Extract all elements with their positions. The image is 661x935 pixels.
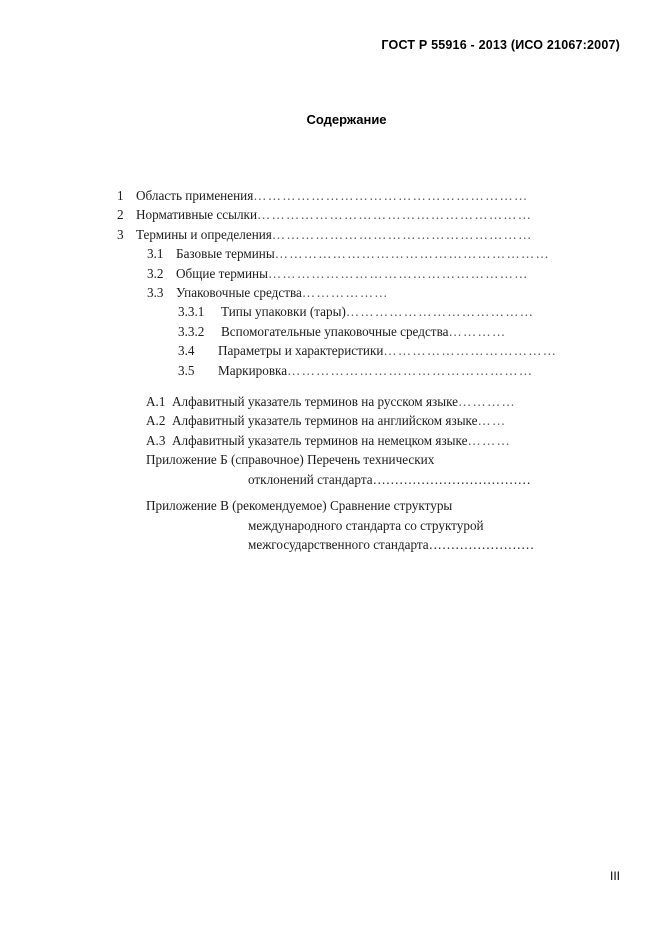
toc-entry-label: Алфавитный указатель терминов на немецком языке (172, 432, 468, 448)
toc-entry-label: Область применения (136, 188, 254, 203)
toc-entry (0, 302, 661, 321)
toc-annex-v-line (0, 496, 661, 515)
table-of-contents (0, 186, 661, 554)
toc-annex-v-continuation (0, 516, 661, 535)
page-number: III (609, 869, 620, 883)
toc-entry-number: 3.4 (178, 343, 195, 359)
toc-dot-leader: ……………………………………………… (267, 265, 529, 281)
toc-entry (0, 283, 661, 302)
toc-entry-label: Термины и определения (136, 226, 272, 242)
toc-entry-label: Базовые термины (176, 246, 275, 262)
toc-entry-number: 3.2 (147, 265, 164, 281)
toc-dot-leader: ……………… (301, 285, 389, 301)
toc-annex-gap (0, 489, 661, 496)
toc-annex-b-title: Приложение Б (справочное) Перечень технических (146, 452, 435, 468)
toc-annex-v-title: Приложение В (рекомендуемое) Сравнение структуры (146, 498, 453, 514)
toc-entry-label: Маркировка (218, 362, 288, 378)
toc-entry (0, 411, 661, 430)
toc-entry-number: А.3 (146, 432, 166, 448)
toc-annex-b-continuation (0, 470, 661, 489)
toc-annex-b-line (0, 450, 661, 469)
toc-dot-leader: …………………………………………… (287, 362, 534, 378)
toc-dot-leader: ………………………………………………… (274, 246, 550, 262)
running-header-standard-number: ГОСТ Р 55916 - 2013 (ИСО 21067:2007) (381, 38, 620, 52)
toc-entry-number: 3.5 (178, 362, 195, 378)
toc-entry-number: А.2 (146, 413, 166, 429)
page-title: Содержание (306, 112, 387, 127)
toc-dot-leader: …………………… (428, 536, 535, 552)
toc-entry-number: 3 (117, 226, 124, 242)
toc-section-gap (0, 380, 661, 392)
toc-entry (0, 244, 661, 263)
toc-entry-number: 3.3 (147, 285, 164, 301)
toc-dot-leader: ……………………………… (372, 471, 531, 487)
toc-annex-b-title-cont: отклонений стандарта (248, 471, 373, 487)
toc-entry-number: 2 (117, 207, 124, 223)
toc-entry-number: 3.3.2 (178, 323, 205, 339)
toc-entry-label: Общие термины (176, 265, 268, 281)
toc-entry (0, 205, 661, 224)
toc-entry-label: Вспомогательные упаковочные средства (221, 323, 449, 339)
toc-entry (0, 341, 661, 360)
toc-entry (0, 392, 661, 411)
toc-entry-label: Нормативные ссылки (136, 207, 258, 223)
toc-entry-label: Типы упаковки (тары) (221, 304, 346, 320)
toc-entry (0, 322, 661, 341)
toc-entry-label: Алфавитный указатель терминов на английском языке (172, 413, 478, 429)
toc-dot-leader: ………………………………………………… (257, 207, 533, 223)
toc-entry-label: Алфавитный указатель терминов на русском языке (172, 394, 459, 410)
toc-entry-number: 1 (117, 188, 124, 203)
toc-entry (0, 264, 661, 283)
toc-dot-leader: ……………………………………………… (271, 226, 533, 242)
toc-dot-leader: ……………………………… (383, 343, 558, 359)
toc-entry-label: Параметры и характеристики (218, 343, 384, 359)
toc-entry-number: 3.1 (147, 246, 164, 262)
toc-annex-v-title-cont-1: международного стандарта со структурой (248, 517, 484, 533)
toc-entry-number: 3.3.1 (178, 304, 205, 320)
toc-annex-v-title-cont-2: межгосударственного стандарта (248, 536, 429, 552)
toc-entry (0, 225, 661, 244)
toc-entry (0, 186, 661, 205)
toc-dot-leader: ………………………………………………… (253, 188, 529, 203)
toc-dot-leader: ………… (448, 323, 507, 339)
toc-dot-leader: …… (477, 413, 507, 429)
toc-entry (0, 361, 661, 380)
toc-dot-leader: ………………………………… (345, 304, 535, 320)
toc-entry (0, 431, 661, 450)
toc-entry-number: А.1 (146, 394, 166, 410)
toc-annex-v-continuation (0, 535, 661, 554)
toc-dot-leader: ………… (458, 394, 516, 410)
toc-dot-leader: ……… (467, 432, 511, 448)
toc-entry-label: Упаковочные средства (176, 285, 302, 301)
